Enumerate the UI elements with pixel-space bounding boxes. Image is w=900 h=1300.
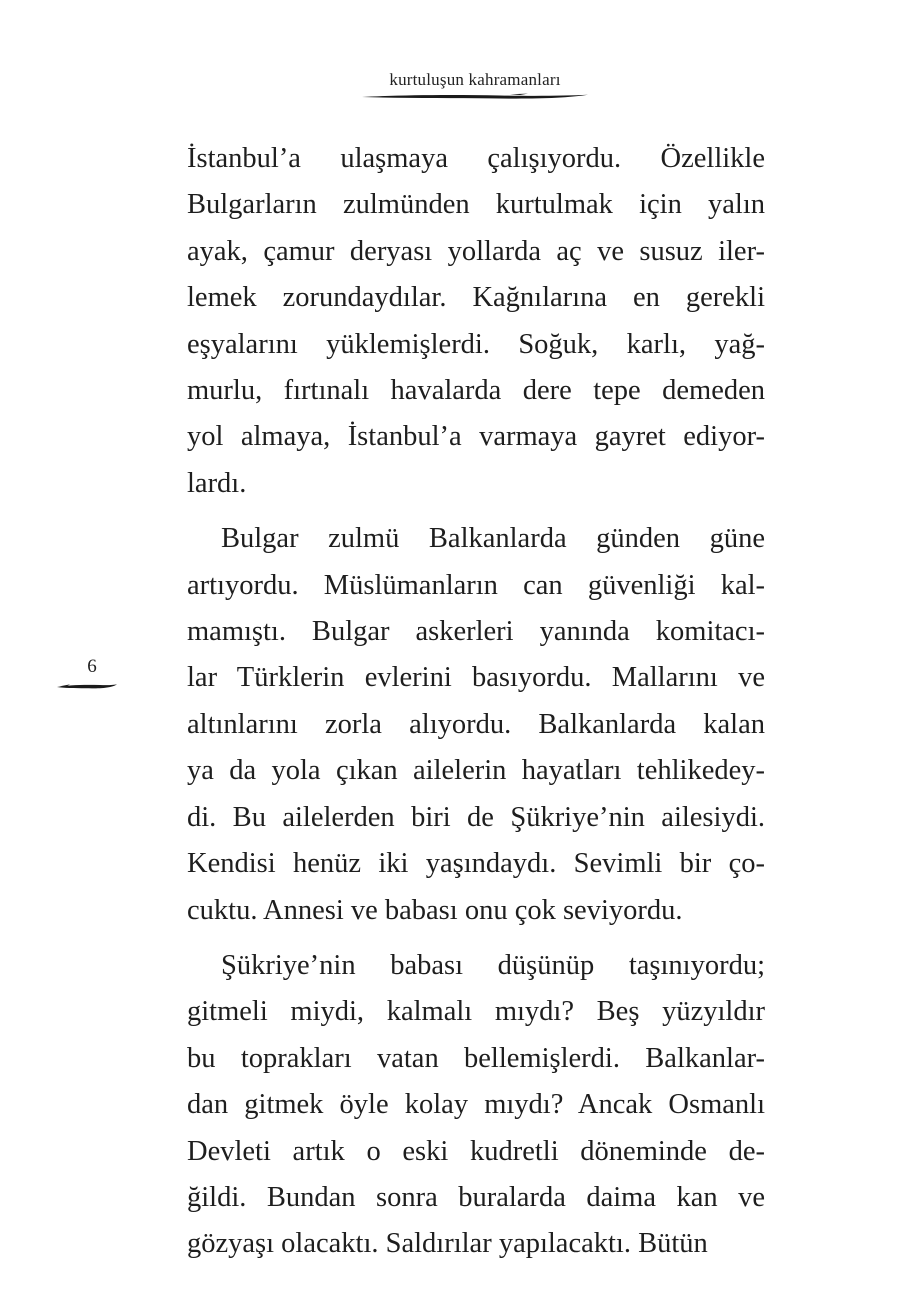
text-line: eşyalarını yüklemişlerdi. Soğuk, karlı, yağ-	[187, 328, 765, 360]
text-line: di. Bu ailelerden biri de Şükriye’nin ailesiydi.	[187, 801, 765, 833]
brush-stroke-ornament	[360, 92, 590, 102]
text-line: lardı.	[187, 467, 247, 499]
running-header-title: kurtuluşun kahramanları	[389, 70, 561, 89]
text-line: Bulgar zulmü Balkanlarda günden güne	[221, 523, 765, 555]
text-line: altınlarını zorla alıyordu. Balkanlarda kalan	[187, 708, 765, 740]
running-header	[360, 70, 590, 102]
text-line: gözyaşı olacaktı. Saldırılar yapılacaktı. Bütün	[187, 1228, 708, 1260]
text-line: artıyordu. Müslümanların can güvenliği kal-	[187, 569, 765, 601]
text-line: cuktu. Annesi ve babası onu çok seviyordu.	[187, 894, 683, 926]
paragraph	[187, 136, 765, 507]
page-number-brush-stroke	[56, 680, 118, 692]
text-line: bu toprakları vatan bellemişlerdi. Balkanlar-	[187, 1042, 765, 1074]
text-line: mamıştı. Bulgar askerleri yanında komitacı-	[187, 616, 765, 648]
text-line: Bulgarların zulmünden kurtulmak için yalın	[187, 189, 765, 221]
text-line: ayak, çamur deryası yollarda aç ve susuz iler-	[187, 235, 765, 267]
page-number-block	[56, 656, 118, 692]
body-text	[187, 136, 765, 1277]
text-line: yol almaya, İstanbul’a varmaya gayret ediyor-	[187, 421, 765, 453]
paragraph	[187, 943, 765, 1268]
text-line: Devleti artık o eski kudretli döneminde de-	[187, 1135, 765, 1167]
page-number: 6	[87, 656, 97, 677]
text-line: ya da yola çıkan ailelerin hayatları tehlikedey-	[187, 755, 765, 787]
text-line: lar Türklerin evlerini basıyordu. Mallarını ve	[187, 662, 765, 694]
text-line: dan gitmek öyle kolay mıydı? Ancak Osmanlı	[187, 1089, 765, 1121]
text-line: murlu, fırtınalı havalarda dere tepe demeden	[187, 375, 765, 407]
text-line: lemek zorundaydılar. Kağnılarına en gerekli	[187, 282, 765, 314]
text-line: Kendisi henüz iki yaşındaydı. Sevimli bir ço-	[187, 848, 765, 880]
text-line: ğildi. Bundan sonra buralarda daima kan ve	[187, 1181, 765, 1213]
text-line: İstanbul’a ulaşmaya çalışıyordu. Özellikle	[187, 143, 765, 174]
text-line: Şükriye’nin babası düşünüp taşınıyordu;	[221, 949, 765, 981]
paragraph	[187, 516, 765, 934]
text-line: gitmeli miydi, kalmalı mıydı? Beş yüzyıldır	[187, 996, 765, 1028]
